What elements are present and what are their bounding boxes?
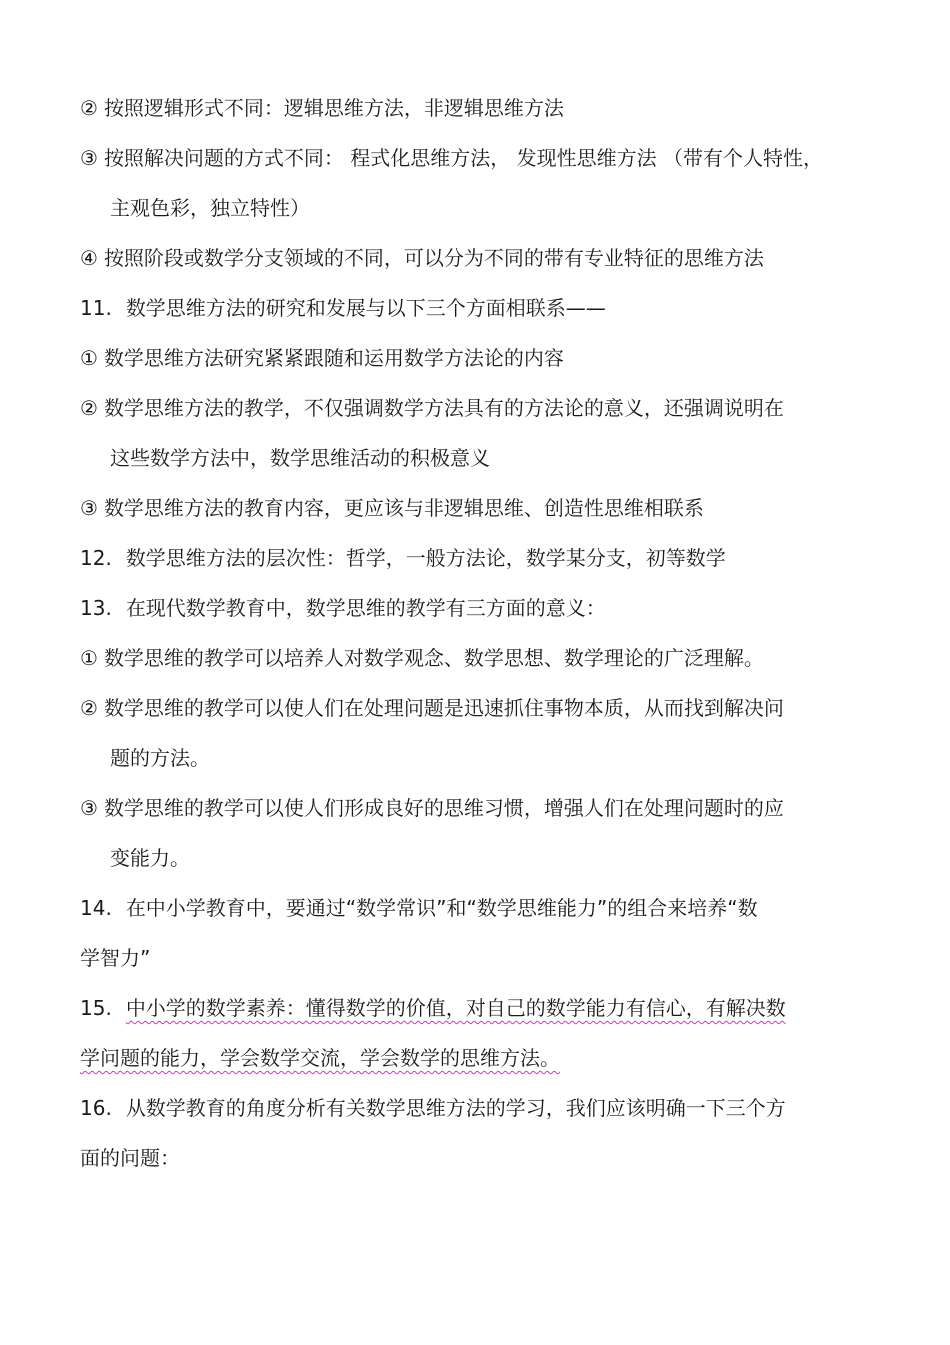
item-text: 数学思维的教学可以使人们在处理问题是迅速抓住事物本质，从而找到解决问 <box>103 696 784 720</box>
item-marker: ③ <box>80 146 98 170</box>
list-item <box>80 396 784 420</box>
highlighted-text: 学问题的能力，学会数学交流，学会数学的思维方法。 <box>80 1046 560 1070</box>
item-number: 16. <box>80 1096 112 1120</box>
item-text: 在中小学教育中，要通过“数学常识”和“数学思维能力”的组合来培养“数 <box>125 896 758 920</box>
item-number: 15. <box>80 996 112 1020</box>
list-item <box>80 246 764 270</box>
item-number: 11. <box>80 296 112 320</box>
item-number: 13. <box>80 596 112 620</box>
item-text: 数学思维方法的教学，不仅强调数学方法具有的方法论的意义，还强调说明在 <box>103 396 784 420</box>
list-item <box>80 696 784 720</box>
numbered-heading <box>80 996 786 1020</box>
item-marker: ② <box>80 96 98 120</box>
item-number: 12. <box>80 546 112 570</box>
paragraph-continuation <box>80 1146 180 1170</box>
list-item-continuation <box>110 846 190 870</box>
item-text: 从数学教育的角度分析有关数学思维方法的学习，我们应该明确一下三个方 <box>125 1096 786 1120</box>
numbered-heading <box>80 896 758 920</box>
item-text: 学智力” <box>80 946 151 970</box>
item-marker: ① <box>80 646 98 670</box>
list-item <box>80 146 823 170</box>
item-marker: ③ <box>80 496 98 520</box>
item-marker: ④ <box>80 246 98 270</box>
item-text: 数学思维的教学可以培养人对数学观念、数学思想、数学理论的广泛理解。 <box>103 646 764 670</box>
item-text: 数学思维方法的教育内容，更应该与非逻辑思维、创造性思维相联系 <box>103 496 704 520</box>
item-text: 在现代数学教育中，数学思维的教学有三方面的意义： <box>125 596 606 620</box>
item-marker: ② <box>80 396 98 420</box>
item-text: 这些数学方法中，数学思维活动的积极意义 <box>110 446 490 470</box>
item-marker: ③ <box>80 796 98 820</box>
item-text: 数学思维方法的层次性：哲学，一般方法论，数学某分支，初等数学 <box>125 546 726 570</box>
list-item-continuation <box>110 446 490 470</box>
item-marker: ② <box>80 696 98 720</box>
item-text: 题的方法。 <box>110 746 210 770</box>
item-marker: ① <box>80 346 98 370</box>
numbered-heading <box>80 1096 786 1120</box>
item-number: 14. <box>80 896 112 920</box>
item-text: 按照阶段或数学分支领域的不同，可以分为不同的带有专业特征的思维方法 <box>103 246 764 270</box>
paragraph-continuation <box>80 1046 560 1070</box>
item-text: 主观色彩，独立特性） <box>110 196 310 220</box>
item-text: 数学思维方法研究紧紧跟随和运用数学方法论的内容 <box>103 346 564 370</box>
numbered-heading <box>80 596 606 620</box>
numbered-heading <box>80 296 606 320</box>
list-item <box>80 96 564 120</box>
paragraph-continuation <box>80 946 150 970</box>
list-item-continuation <box>110 196 310 220</box>
item-text: 变能力。 <box>110 846 190 870</box>
list-item-continuation <box>110 746 210 770</box>
numbered-heading <box>80 546 726 570</box>
list-item <box>80 496 704 520</box>
list-item <box>80 796 784 820</box>
item-text: 按照解决问题的方式不同： 程式化思维方法， 发现性思维方法 （带有个人特性， <box>103 146 824 170</box>
item-text: 按照逻辑形式不同：逻辑思维方法，非逻辑思维方法 <box>103 96 564 120</box>
item-text: 数学思维方法的研究和发展与以下三个方面相联系—— <box>125 296 606 320</box>
highlighted-text: 中小学的数学素养：懂得数学的价值，对自己的数学能力有信心，有解决数 <box>125 996 786 1020</box>
list-item <box>80 646 764 670</box>
item-text: 面的问题： <box>80 1146 180 1170</box>
list-item <box>80 346 564 370</box>
item-text: 数学思维的教学可以使人们形成良好的思维习惯，增强人们在处理问题时的应 <box>103 796 784 820</box>
